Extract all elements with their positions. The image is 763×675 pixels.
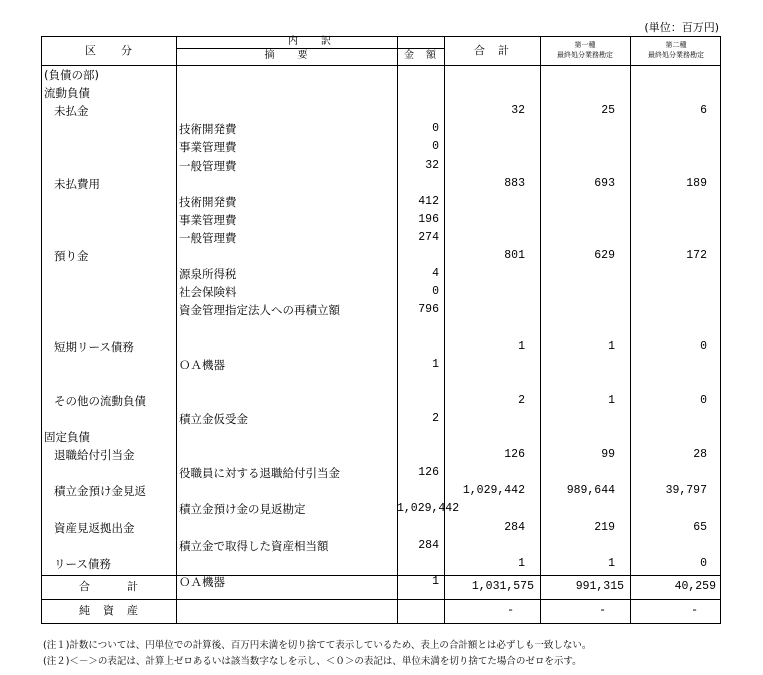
net-assets-col1: - (599, 604, 606, 617)
row-amount: 32 (425, 158, 439, 172)
row-description: 役職員に対する退職給付引当金 (179, 466, 340, 481)
row-total: 2 (518, 393, 525, 407)
row-amount: 0 (432, 140, 439, 154)
row-description: 一般管理費 (179, 230, 237, 245)
row-label: 積立金預け金見返 (54, 484, 146, 499)
row-amount: 796 (418, 303, 439, 317)
row-amount: 0 (432, 122, 439, 136)
row-label: 未払金 (54, 104, 89, 119)
row-description: 事業管理費 (179, 140, 237, 155)
col-divider (540, 37, 541, 623)
row-total: 883 (504, 176, 525, 190)
row-amount: 412 (418, 194, 439, 208)
row-col2: 189 (686, 176, 707, 190)
row-col2: 172 (686, 249, 707, 262)
row-label: 退職給付引当金 (54, 448, 135, 463)
header-kubun: 区 分 (85, 44, 133, 57)
row-col2: 0 (700, 556, 707, 570)
unit-label: (単位：百万円) (644, 21, 719, 34)
row-label: リース債務 (54, 556, 111, 571)
balance-table (41, 36, 721, 624)
row-description: 社会保険料 (179, 285, 237, 300)
row-col2: 0 (700, 393, 707, 407)
row-total: 284 (504, 520, 525, 534)
row-description: 資金管理指定法人への再積立額 (179, 303, 340, 318)
net-assets-gokei: - (507, 604, 514, 617)
row-amount: 126 (418, 466, 439, 480)
col-divider (630, 37, 631, 623)
row-description: 源泉所得税 (179, 267, 237, 282)
row-amount: 1 (432, 357, 439, 371)
total-label: 合 計 (79, 580, 139, 593)
row-col2: 39,797 (665, 484, 707, 498)
row-col2: 6 (700, 104, 707, 118)
row-amount: 2 (432, 411, 439, 425)
row-description: 積立金で取得した資産相当額 (179, 538, 329, 553)
total-gokei: 1,031,575 (471, 580, 534, 593)
header-uchiwake: 内 訳 (288, 36, 332, 47)
total-top-line (42, 575, 720, 576)
total-col1: 991,315 (575, 580, 624, 593)
row-amount: 4 (432, 267, 439, 281)
row-label: (負債の部) (44, 68, 99, 82)
row-amount: 196 (418, 212, 439, 226)
row-col1: 1 (608, 339, 615, 353)
row-description: 積立金預け金の見返勘定 (179, 502, 306, 517)
row-description: ＯＡ機器 (179, 357, 225, 372)
header-col2-line1: 第二種 (665, 41, 687, 49)
row-description: 事業管理費 (179, 212, 237, 227)
row-description: 技術開発費 (179, 194, 237, 209)
row-label: 短期リース債務 (54, 339, 134, 354)
row-description: 技術開発費 (179, 122, 237, 137)
header-gokei: 合 計 (474, 44, 510, 57)
row-amount: 1 (432, 574, 439, 588)
row-col1: 1 (608, 393, 615, 407)
total-col2: 40,259 (674, 580, 716, 593)
footnote-1: (注１)計数については、円単位での計算後、百万円未満を切り捨てて表示しているため、表上の合計額とは必ずしも一致しない。 (43, 640, 592, 651)
net-assets-col2: - (691, 604, 698, 617)
header-bottom-line (42, 65, 720, 66)
footnote-2: (注２)＜－＞の表記は、計算上ゼロあるいは該当数字なしを示し、＜０＞の表記は、単位未満を切り捨てた場合のゼロを示す。 (43, 656, 582, 667)
row-total: 126 (504, 448, 525, 462)
net-assets-label: 純 資 産 (79, 604, 139, 617)
row-total: 1 (518, 339, 525, 353)
header-col1-line1: 第一種 (574, 41, 596, 49)
header-col1-line2: 最終処分業務勘定 (557, 51, 613, 59)
row-label: 未払費用 (54, 176, 100, 191)
row-amount: 1,029,442 (397, 502, 460, 516)
col-divider (176, 37, 177, 623)
row-label: その他の流動負債 (54, 393, 146, 408)
row-label: 流動負債 (44, 86, 90, 101)
row-col1: 99 (601, 448, 615, 462)
row-amount: 284 (418, 538, 439, 552)
row-total: 801 (504, 249, 525, 262)
row-total: 32 (511, 104, 525, 118)
row-col1: 219 (594, 520, 615, 534)
header-kingaku: 金 額 (404, 50, 437, 61)
row-col2: 0 (700, 339, 707, 353)
row-col1: 1 (608, 556, 615, 570)
row-description: ＯＡ機器 (179, 574, 225, 589)
row-col1: 25 (601, 104, 615, 118)
row-label: 預り金 (54, 249, 89, 263)
row-total: 1 (518, 556, 525, 570)
row-col2: 65 (693, 520, 707, 534)
row-label: 資産見返拠出金 (54, 520, 135, 535)
row-total: 1,029,442 (462, 484, 525, 498)
row-amount: 0 (432, 285, 439, 299)
row-col1: 629 (594, 249, 615, 262)
row-description: 積立金仮受金 (179, 411, 248, 426)
footnotes (43, 638, 591, 670)
header-col2-line2: 最終処分業務勘定 (648, 51, 704, 59)
col-divider (444, 37, 445, 623)
header-tekiyo: 摘 要 (264, 50, 309, 61)
net-assets-top-line (42, 599, 720, 600)
row-col1: 693 (594, 176, 615, 190)
row-description: 一般管理費 (179, 158, 237, 173)
row-label: 固定負債 (44, 430, 90, 444)
row-col2: 28 (693, 448, 707, 462)
row-col1: 989,644 (566, 484, 615, 498)
row-amount: 274 (418, 230, 439, 244)
